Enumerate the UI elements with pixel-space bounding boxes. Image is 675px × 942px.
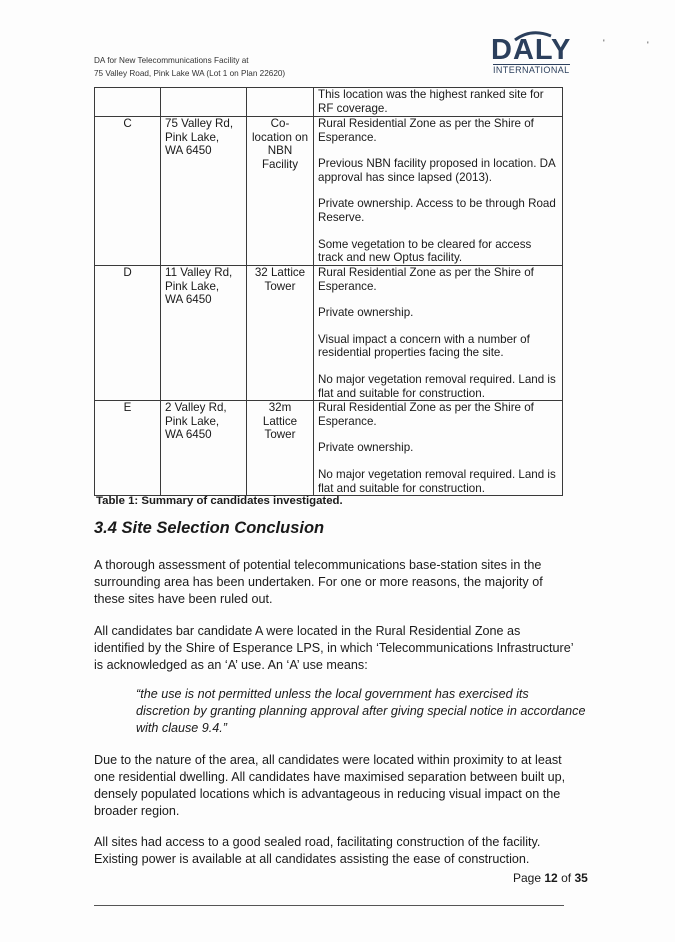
candidates-table [94,87,563,496]
type-line: location on [251,130,309,144]
address-line: 2 Valley Rd, [165,401,227,415]
note: Rural Residential Zone as per the Shire of Esperance. [318,266,534,293]
margin-mark: ' [647,40,649,50]
candidate-id: C [95,117,161,266]
type-line: Tower [264,279,296,293]
section-heading: 3.4 Site Selection Conclusion [94,519,325,537]
type-cell [247,401,314,496]
notes-cell [314,266,563,401]
type-cell [247,266,314,401]
table-row-e [95,401,563,496]
quote-a-use: “the use is not permitted unless the local government has exercised its discretion by granting planning approval after giving special notice in accordance with clause 9.4.” [136,687,586,735]
header-title-line: DA for New Telecommunications Facility at [94,56,249,65]
note: Previous NBN facility proposed in location. DA approval has since lapsed (2013). [318,157,556,184]
note: Rural Residential Zone as per the Shire of Esperance. [318,401,534,428]
note: Private ownership. [318,441,414,455]
note: Private ownership. [318,306,414,320]
table-caption: Table 1: Summary of candidates investigated. [96,495,343,507]
logo-subtitle: INTERNATIONAL [493,65,570,75]
note: Visual impact a concern with a number of residential properties facing the site. [318,332,530,360]
address-line: 11 Valley Rd, [165,266,233,279]
type-line: Co- [270,117,290,130]
candidate-id: E [95,401,161,496]
type-line: Tower [264,428,296,442]
daly-logo [491,30,583,78]
type-line: Lattice [262,414,298,428]
candidate-id: D [95,266,161,401]
type-line: NBN [267,144,293,158]
table-row-d [95,266,563,401]
table-row-c [95,117,563,266]
type-line: 32m [268,401,292,415]
address-line: Pink Lake, [165,414,220,428]
type-cell [247,117,314,266]
address-line: Pink Lake, [165,130,220,144]
paragraph-zoning: All candidates bar candidate A were located in the Rural Residential Zone as identified by the Shire of Esperance LPS, in which ‘Telecommunications Infrastructure’ is acknowledged as an ‘A’ use. An ‘A’ use means: [94,624,574,672]
note: No major vegetation removal required. Land is flat and suitable for construction. [318,372,556,400]
address-cell [161,401,247,496]
address-line: WA 6450 [165,293,212,307]
page-number: Page 12 of 35 [513,871,588,885]
type-line: Facility [261,157,299,171]
address-line: 75 Valley Rd, [165,117,234,130]
address-cell [161,117,247,266]
margin-mark: ' [603,38,605,48]
note: Some vegetation to be cleared for access track and new Optus facility. [318,237,532,265]
note: This location was the highest ranked site for RF coverage. [318,88,544,115]
paragraph-proximity: Due to the nature of the area, all candidates were located within proximity to at least one residential dwelling. All candidates have maximised separation between built up, densely populated locations which is advantageous in reducing visual impact on the broader region. [94,753,566,818]
type-line: 32 Lattice [254,266,306,279]
header-address-line: 75 Valley Road, Pink Lake WA (Lot 1 on Plan 22620) [94,69,286,78]
paragraph-assessment: A thorough assessment of potential telecommunications base-station sites in the surrounding area has been undertaken. For one or more reasons, the majority of these sites have been ruled out. [94,558,543,606]
note: Rural Residential Zone as per the Shire of Esperance. [318,117,534,144]
footer-rule [94,905,564,906]
logo-wordmark: DALY [491,34,572,66]
note: No major vegetation removal required. Land is flat and suitable for construction. [318,467,556,495]
paragraph-access: All sites had access to a good sealed road, facilitating construction of the facility. Existing power is available at all candidates assisting the ease of construction. [94,835,541,866]
address-cell [161,266,247,401]
address-line: WA 6450 [165,144,212,158]
table-row-continued [95,88,563,117]
address-line: WA 6450 [165,428,212,442]
notes-cell [314,401,563,496]
notes-cell [314,117,563,266]
note: Private ownership. Access to be through Road Reserve. [318,197,556,224]
address-line: Pink Lake, [165,279,220,293]
notes-cell [314,88,563,117]
